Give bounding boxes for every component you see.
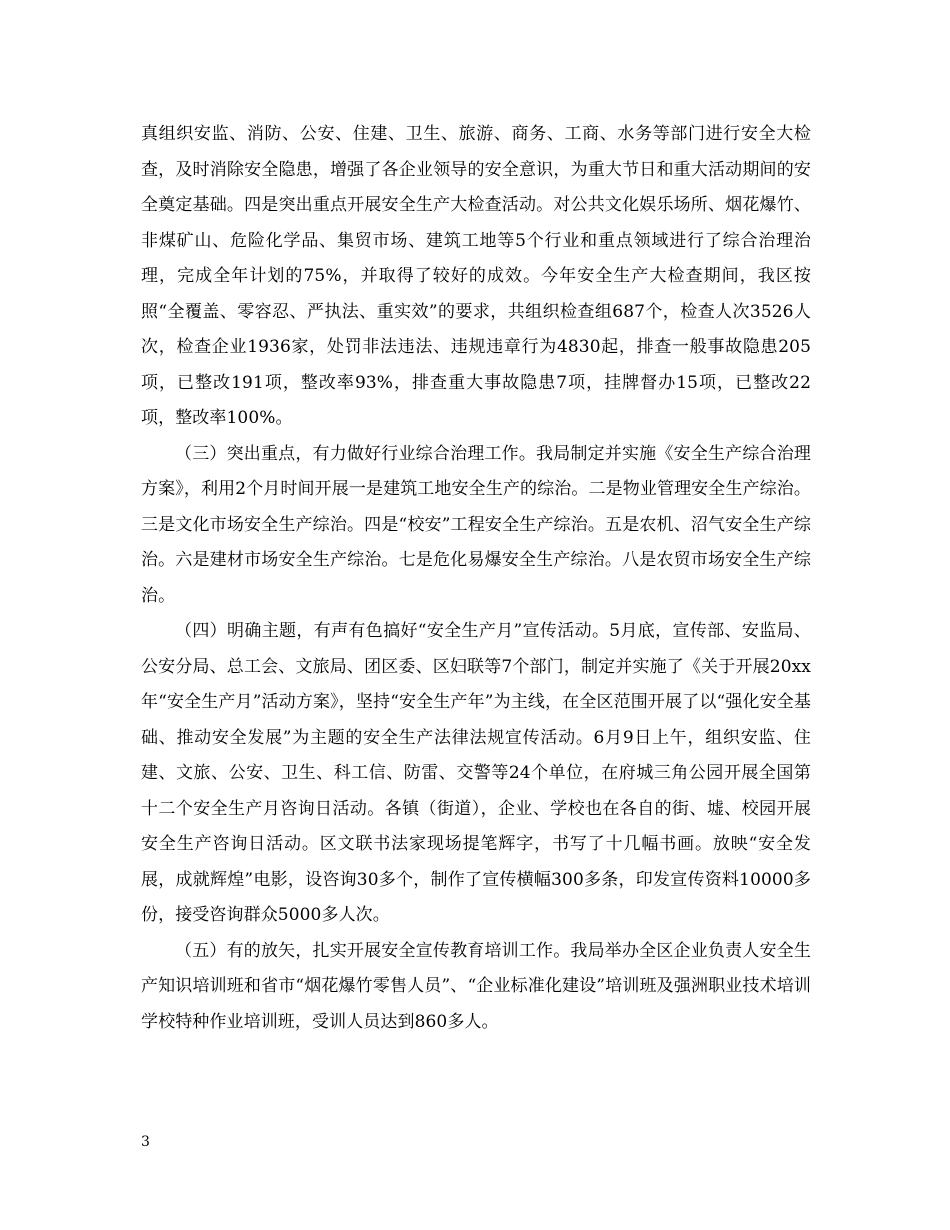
- paragraph-section-4: （四）明确主题，有声有色搞好“安全生产月”宣传活动。5月底，宣传部、安监局、公安分局、总工会、文旅局、团区委、区妇联等7个部门，制定并实施了《关于开展20xx年“安全生产月”活动方案》，坚持“安全生产年”为主线，在全区范围开展了以“强化安全基础、推动安全发展”为主题的安全生产法律法规宣传活动。6月9日上午，组织安监、住建、文旅、公安、卫生、科工信、防雷、交警等24个单位，在府城三角公园开展全国第十二个安全生产月咨询日活动。各镇（街道），企业、学校也在各自的街、墟、校园开展安全生产咨询日活动。区文联书法家现场提笔辉字，书写了十几幅书画。放映“安全发展，成就辉煌”电影，设咨询30多个，制作了宣传横幅300多条，印发宣传资料10000多份，接受咨询群众5000多人次。: [141, 621, 811, 925]
- paragraph-section-5: （五）有的放矢，扎实开展安全宣传教育培训工作。我局举办全区企业负责人安全生产知识培训班和省市“烟花爆竹零售人员”、“企业标准化建设”培训班及强洲职业技术培训学校特种作业培训班，受训人员达到860多人。: [141, 940, 811, 1032]
- paragraph-section-3: （三）突出重点，有力做好行业综合治理工作。我局制定并实施《安全生产综合治理方案》，利用2个月时间开展一是建筑工地安全生产的综治。二是物业管理安全生产综治。三是文化市场安全生产综治。四是“校安”工程安全生产综治。五是农机、沼气安全生产综治。六是建材市场安全生产综治。七是危化易爆安全生产综治。八是农贸市场安全生产综治。: [141, 443, 811, 606]
- page-number: 3: [141, 1134, 150, 1150]
- body-text: [141, 117, 811, 1040]
- paragraph-continued: 真组织安监、消防、公安、住建、卫生、旅游、商务、工商、水务等部门进行安全大检查，及时消除安全隐患，增强了各企业领导的安全意识，为重大节日和重大活动期间的安全奠定基础。四是突出重点开展安全生产大检查活动。对公共文化娱乐场所、烟花爆竹、非煤矿山、危险化学品、集贸市场、建筑工地等5个行业和重点领域进行了综合治理治理，完成全年计划的75%，并取得了较好的成效。今年安全生产大检查期间，我区按照“全覆盖、零容忍、严执法、重实效”的要求，共组织检查组687个，检查人次3526人次，检查企业1936家，处罚非法违法、违规违章行为4830起，排查一般事故隐患205项，已整改191项，整改率93%，排查重大事故隐患7项，挂牌督办15项，已整改22项，整改率100%。: [141, 124, 811, 428]
